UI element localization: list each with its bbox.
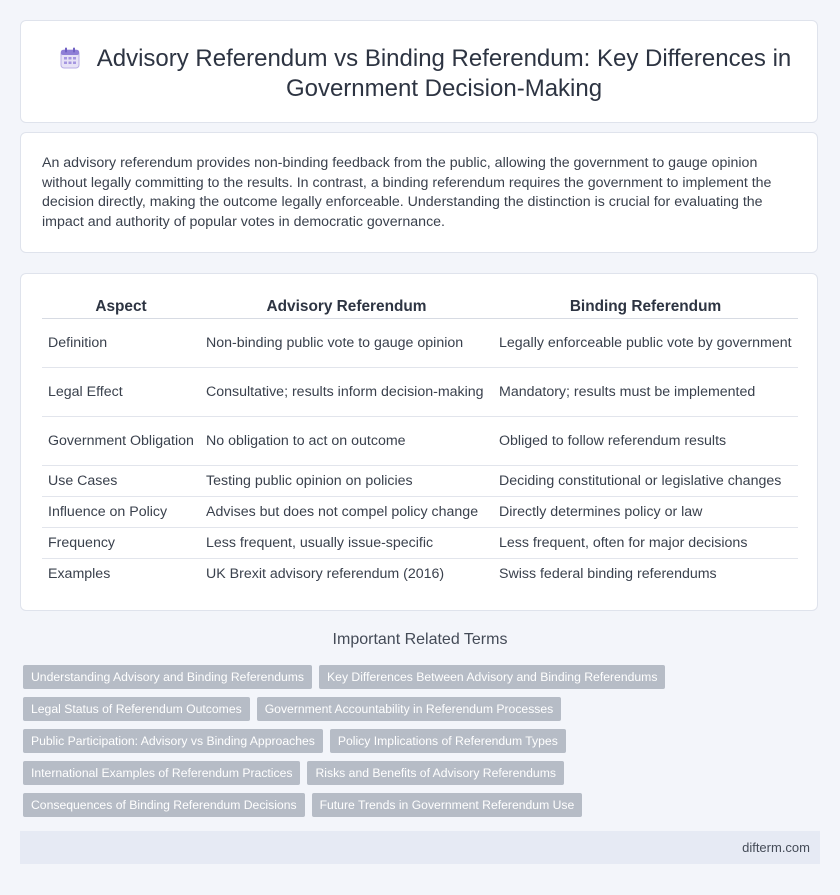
table-row [42,319,798,368]
intro-card [20,132,818,253]
intro-paragraph: An advisory referendum provides non-binding feedback from the public, allowing the government to gauge opinion without legally committing to the results. In contrast, a binding referendum requires the government to implement the decision directly, making the outcome legally enforceable. Understanding the distinction is crucial for evaluating the impact and authority of popular votes in democratic governance. [42,155,772,230]
table-row [42,417,798,466]
table-cell: Less frequent, usually issue-specific [200,528,493,559]
table-cell: Examples [48,565,111,582]
table-row [42,528,798,559]
related-term-tag[interactable]: Public Participation: Advisory vs Binding Approaches [23,729,323,753]
table-cell: Less frequent, often for major decisions [493,528,798,559]
comparison-table [42,296,798,589]
table-cell: Government Obligation [42,417,200,466]
table-header-row [42,296,798,319]
table-cell: Legally enforceable public vote by government [493,319,798,368]
tag-row [23,793,582,817]
related-term-tag[interactable]: Future Trends in Government Referendum Use [312,793,583,817]
related-term-tag[interactable]: Legal Status of Referendum Outcomes [23,697,250,721]
table-cell: Deciding constitutional or legislative changes [493,466,798,497]
table-row [42,466,798,497]
column-header: Aspect [42,296,200,319]
calendar-icon [60,47,80,69]
table-cell: No obligation to act on outcome [200,417,493,466]
table-row [42,497,798,528]
tag-row [23,665,665,689]
table-cell: Non-binding public vote to gauge opinion [200,319,493,368]
related-term-tag[interactable]: International Examples of Referendum Practices [23,761,300,785]
related-term-tag[interactable]: Government Accountability in Referendum Processes [257,697,562,721]
table-cell: Testing public opinion on policies [200,466,493,497]
table-cell: Definition [42,319,200,368]
related-term-tag[interactable]: Consequences of Binding Referendum Decisions [23,793,305,817]
related-term-tag[interactable]: Understanding Advisory and Binding Referendums [23,665,312,689]
column-header: Advisory Referendum [200,296,493,319]
tag-row [23,697,561,721]
related-terms-heading: Important Related Terms [332,631,508,648]
title-card [20,20,818,123]
tag-row [23,729,566,753]
table-cell: Consultative; results inform decision-making [200,368,493,417]
column-header: Binding Referendum [493,296,798,319]
table-cell: UK Brexit advisory referendum (2016) [206,565,445,582]
footer [20,831,820,864]
table-row [42,559,798,590]
table-cell: Influence on Policy [42,497,200,528]
page-title: Advisory Referendum vs Binding Referendum: Key Differences in Government Decision-Making [96,45,792,102]
related-term-tag[interactable]: Risks and Benefits of Advisory Referendums [307,761,563,785]
site-link[interactable]: difterm.com [742,840,810,855]
table-cell: Directly determines policy or law [493,497,798,528]
table-row [42,368,798,417]
comparison-card [20,273,818,611]
table-cell: Frequency [42,528,200,559]
related-term-tag[interactable]: Key Differences Between Advisory and Binding Referendums [319,665,665,689]
table-cell: Advises but does not compel policy change [200,497,493,528]
related-term-tag[interactable]: Policy Implications of Referendum Types [330,729,566,753]
table-cell: Swiss federal binding referendums [499,565,717,582]
tag-row [23,761,564,785]
table-cell: Legal Effect [42,368,200,417]
table-cell: Mandatory; results must be implemented [493,368,798,417]
table-cell: Obliged to follow referendum results [493,417,798,466]
table-cell: Use Cases [42,466,200,497]
